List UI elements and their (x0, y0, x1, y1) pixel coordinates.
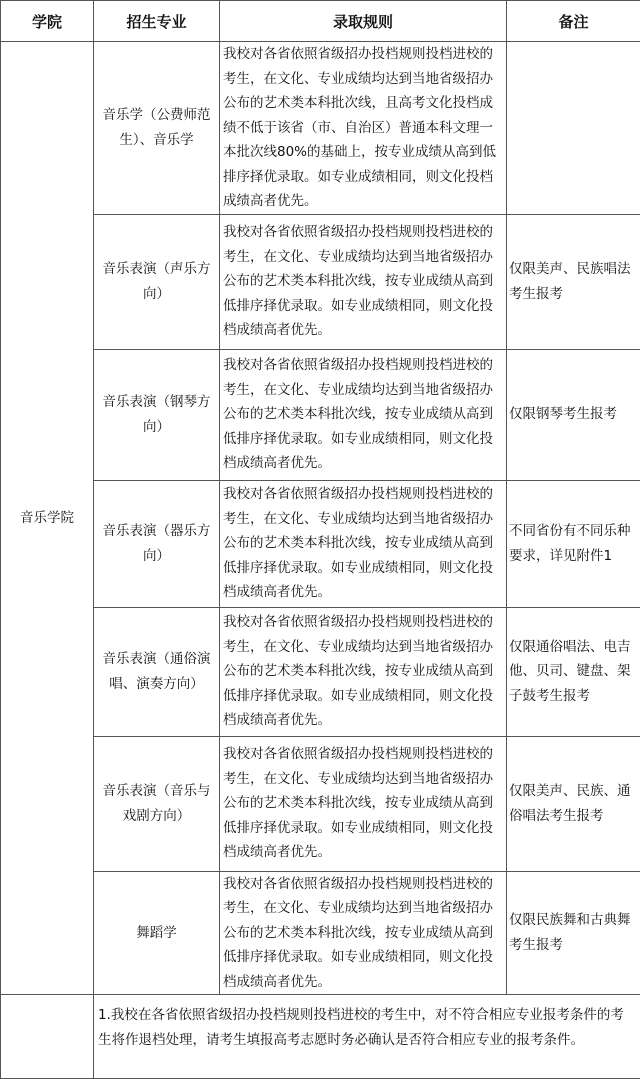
rule-cell: 我校对各省依照省级招办投档规则投档进校的考生，在文化、专业成绩均达到当地省级招办公布的艺术类本科批次线，按专业成绩从高到低排序择优录取。如专业成绩相同，则文化投档成绩高者优先。 (220, 871, 507, 995)
table-row (1, 871, 640, 995)
major-cell: 音乐表演（音乐与戏剧方向） (94, 736, 220, 871)
note-cell: 仅限通俗唱法、电吉他、贝司、键盘、架子鼓考生报考 (507, 607, 640, 736)
college-name: 音乐学院 (1, 42, 94, 995)
rule-cell: 我校对各省依照省级招办投档规则投档进校的考生，在文化、专业成绩均达到当地省级招办公布的艺术类本科批次线，且高考文化投档成绩不低于该省（市、自治区）普通本科文理一本批次线80%的基础上，按专业成绩从高到低排序择优录取。如专业成绩相同，则文化投档成绩高者优先。 (220, 42, 507, 215)
footnote-text: 1.我校在各省依照省级招办投档规则投档进校的考生中，对不符合相应专业报考条件的考生将作退档处理，请考生填报高考志愿时务必确认是否符合相应专业的报考条件。 (94, 995, 640, 1079)
major-cell: 舞蹈学 (94, 871, 220, 995)
note-cell: 仅限美声、民族、通俗唱法考生报考 (507, 736, 640, 871)
note-cell: 仅限民族舞和古典舞考生报考 (507, 871, 640, 995)
note-cell: 仅限美声、民族唱法考生报考 (507, 214, 640, 349)
table-header-row (1, 1, 640, 42)
header-rule: 录取规则 (220, 1, 507, 42)
rule-cell: 我校对各省依照省级招办投档规则投档进校的考生，在文化、专业成绩均达到当地省级招办公布的艺术类本科批次线，按专业成绩从高到低排序择优录取。如专业成绩相同，则文化投档成绩高者优先。 (220, 736, 507, 871)
header-major: 招生专业 (94, 1, 220, 42)
rule-cell: 我校对各省依照省级招办投档规则投档进校的考生，在文化、专业成绩均达到当地省级招办公布的艺术类本科批次线，按专业成绩从高到低排序择优录取。如专业成绩相同，则文化投档成绩高者优先。 (220, 607, 507, 736)
table-row (1, 214, 640, 349)
major-cell: 音乐学（公费师范生）、音乐学 (94, 42, 220, 215)
header-college: 学院 (1, 1, 94, 42)
table-row (1, 42, 640, 215)
note-cell: 不同省份有不同乐种要求，详见附件1 (507, 480, 640, 607)
major-cell: 音乐表演（声乐方向） (94, 214, 220, 349)
table-row (1, 349, 640, 480)
rule-cell: 我校对各省依照省级招办投档规则投档进校的考生，在文化、专业成绩均达到当地省级招办公布的艺术类本科批次线，按专业成绩从高到低排序择优录取。如专业成绩相同，则文化投档成绩高者优先。 (220, 480, 507, 607)
table-row (1, 607, 640, 736)
table-row (1, 480, 640, 607)
header-note: 备注 (507, 1, 640, 42)
note-cell (507, 42, 640, 215)
major-cell: 音乐表演（器乐方向） (94, 480, 220, 607)
rule-cell: 我校对各省依照省级招办投档规则投档进校的考生，在文化、专业成绩均达到当地省级招办公布的艺术类本科批次线，按专业成绩从高到低排序择优录取。如专业成绩相同，则文化投档成绩高者优先。 (220, 214, 507, 349)
rule-cell: 我校对各省依照省级招办投档规则投档进校的考生，在文化、专业成绩均达到当地省级招办公布的艺术类本科批次线，按专业成绩从高到低排序择优录取。如专业成绩相同，则文化投档成绩高者优先。 (220, 349, 507, 480)
table-row (1, 736, 640, 871)
note-cell: 仅限钢琴考生报考 (507, 349, 640, 480)
major-cell: 音乐表演（钢琴方向） (94, 349, 220, 480)
major-cell: 音乐表演（通俗演唱、演奏方向） (94, 607, 220, 736)
